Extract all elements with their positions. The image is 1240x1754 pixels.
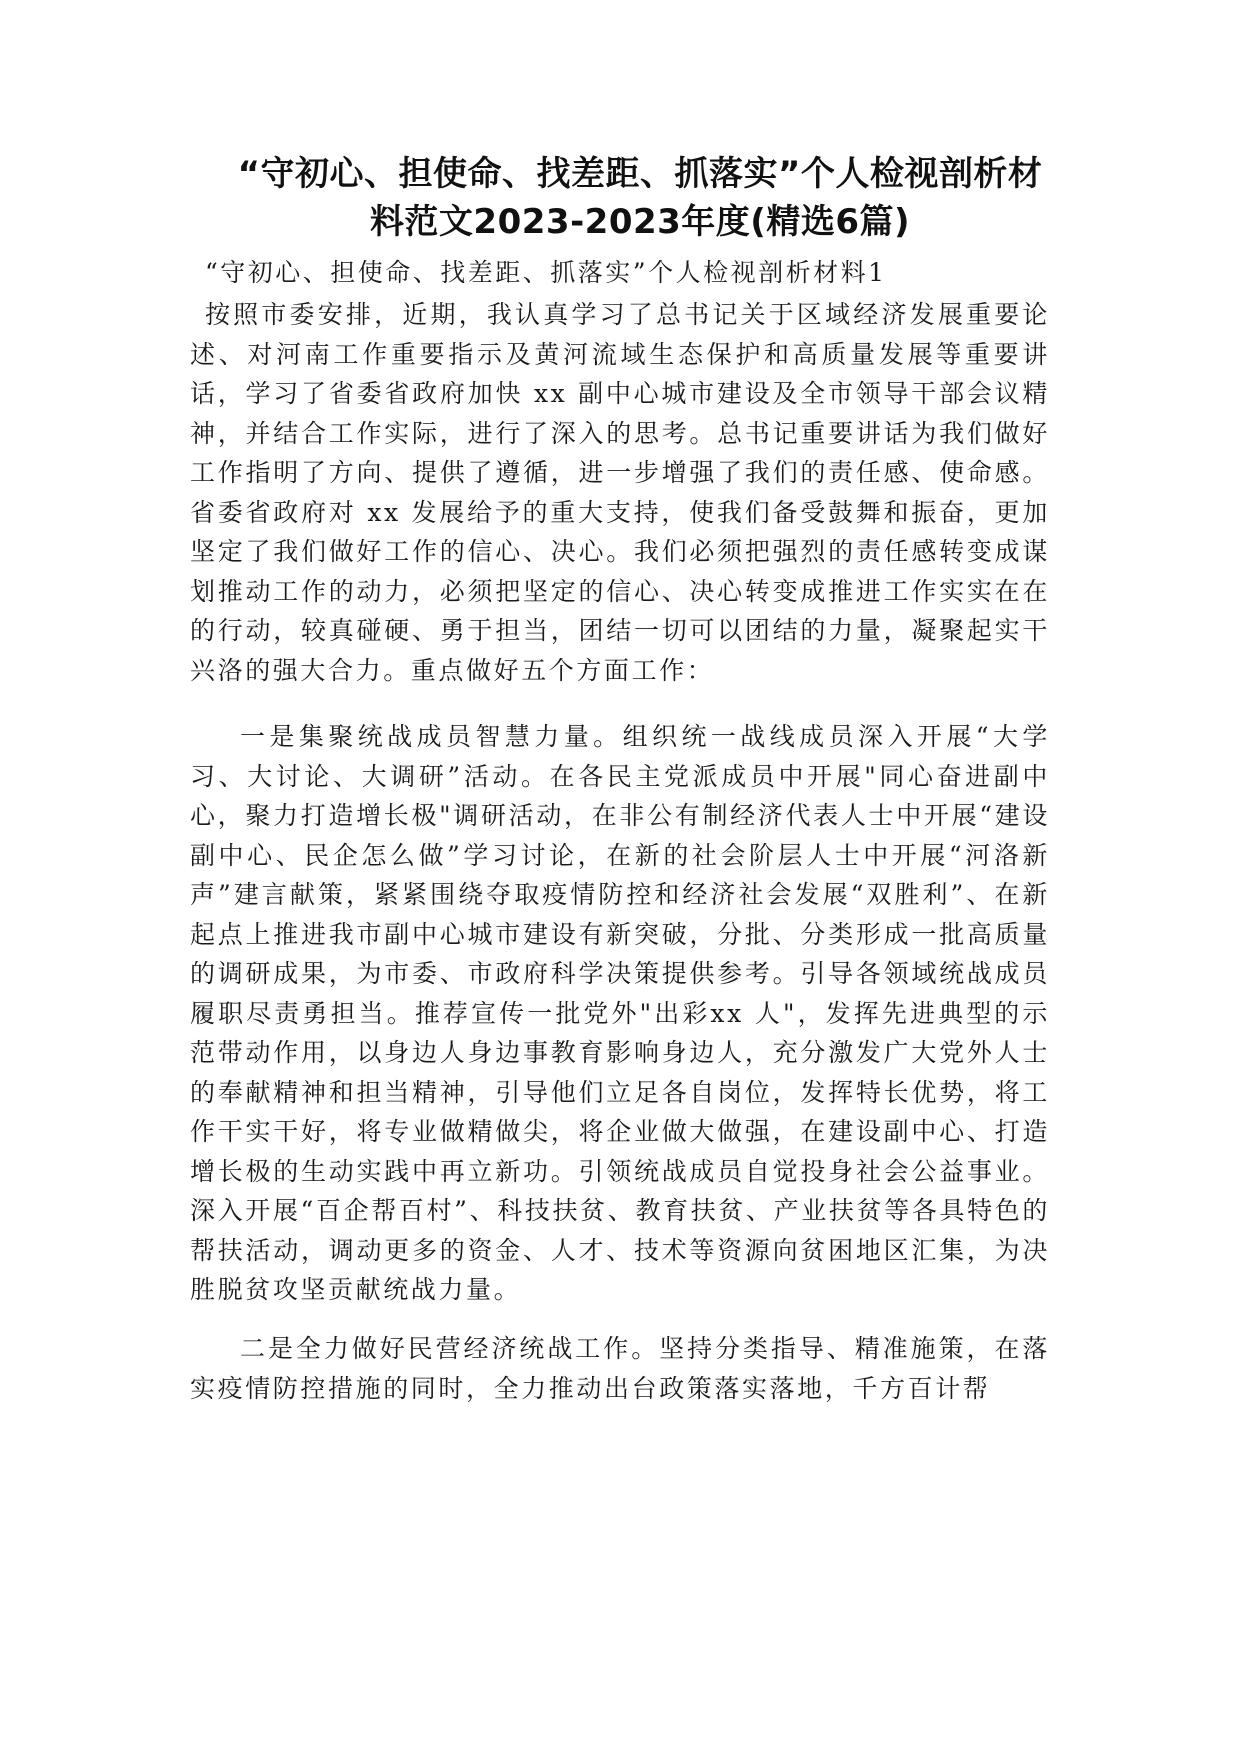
- document-title: [200, 150, 1080, 246]
- body-paragraph-3: 二是全力做好民营经济统战工作。坚持分类指导、精准施策，在落实疫情防控措施的同时，全力推动出台政策落实落地，千方百计帮: [190, 1334, 1050, 1403]
- body-paragraph-2: 一是集聚统战成员智慧力量。组织统一战线成员深入开展“大学习、大讨论、大调研”活动。在各民主党派成员中开展"同心奋进副中心，聚力打造增长极"调研活动，在非公有制经济代表人士中开展“建设副中心、民企怎么做”学习讨论，在新的社会阶层人士中开展“河洛新声”建言献策，紧紧围绕夺取疫情防控和经济社会发展“双胜利”、在新起点上推进我市副中心城市建设有新突破，分批、分类形成一批高质量的调研成果，为市委、市政府科学决策提供参考。引导各领域统战成员履职尽责勇担当。推荐宣传一批党外"出彩xx 人"，发挥先进典型的示范带动作用，以身边人身边事教育影响身边人，充分激发广大党外人士的奉献精神和担当精神，引导他们立足各自岗位，发挥特长优势，将工作干实干好，将专业做精做尖，将企业做大做强，在建设副中心、打造增长极的生动实践中再立新功。引领统战成员自觉投身社会公益事业。深入开展“百企帮百村”、科技扶贫、教育扶贫、产业扶贫等各具特色的帮扶活动，调动更多的资金、人才、技术等资源向贫困地区汇集，为决胜脱贫攻坚贡献统战力量。: [190, 722, 1050, 1304]
- document-title-line-2: 料范文2023-2023年度(精选6篇): [369, 202, 911, 242]
- section-heading: “守初心、担使命、找差距、抓落实”个人检视剖析材料1: [205, 258, 887, 287]
- document-title-line-1: “守初心、担使命、找差距、抓落实”个人检视剖析材: [237, 154, 1043, 194]
- body-paragraph-1: 按照市委安排，近期，我认真学习了总书记关于区域经济发展重要论述、对河南工作重要指示及黄河流域生态保护和高质量发展等重要讲话，学习了省委省政府加快 xx 副中心城市建设及全市领导干部会议精神，并结合工作实际，进行了深入的思考。总书记重要讲话为我们做好工作指明了方向、提供了遵循，进一步增强了我们的责任感、使命感。省委省政府对 xx 发展给予的重大支持，使我们备受鼓舞和振奋，更加坚定了我们做好工作的信心、决心。我们必须把强烈的责任感转变成谋划推动工作的动力，必须把坚定的信心、决心转变成推进工作实实在在的行动，较真碰硬、勇于担当，团结一切可以团结的力量，凝聚起实干兴洛的强大合力。重点做好五个方面工作：: [190, 300, 1050, 685]
